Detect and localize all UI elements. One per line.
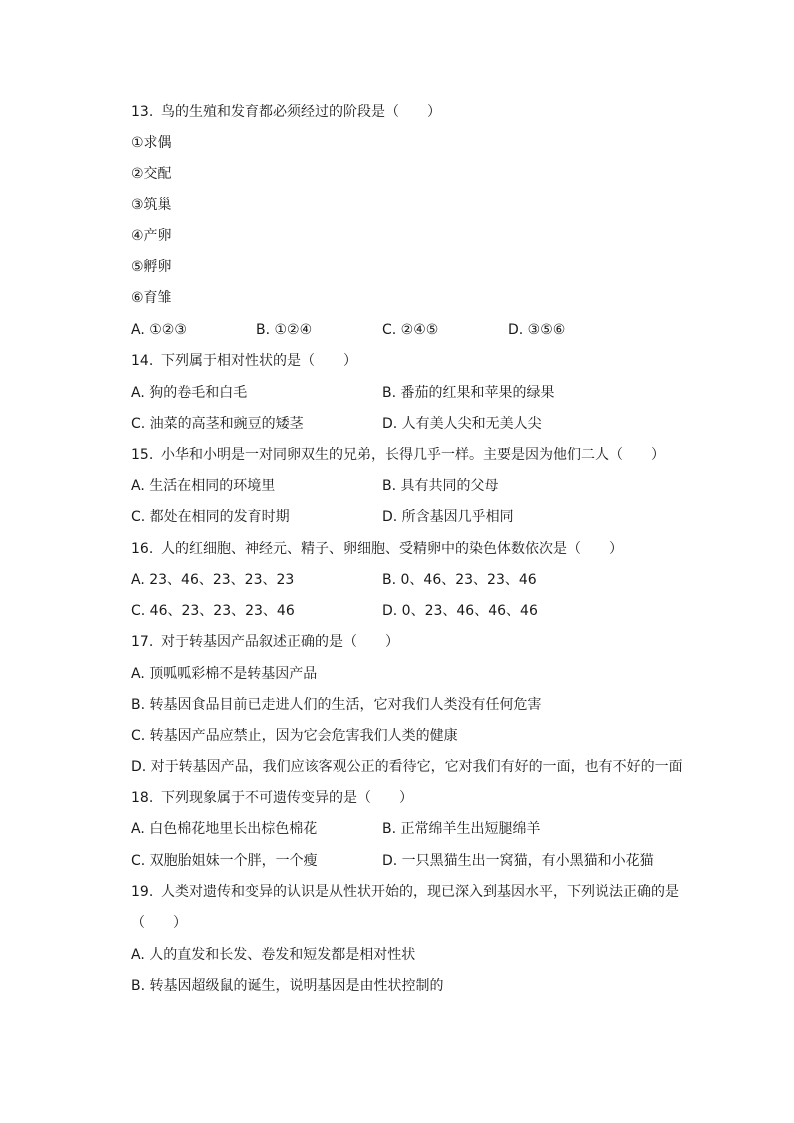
- item-2: ②交配: [131, 166, 172, 182]
- question-text: 下列属于相对性状的是（ ）: [161, 353, 357, 369]
- option-a: A. 顶呱呱彩棉不是转基因产品: [131, 666, 318, 682]
- question-19-paren: （ ）: [131, 915, 187, 931]
- question-13-stem: [131, 102, 441, 122]
- option-d: D. 0、23、46、46、46: [382, 603, 538, 619]
- option-b: B. ①②④: [256, 322, 313, 338]
- question-text: 人的红细胞、神经元、精子、卵细胞、受精卵中的染色体数依次是（ ）: [161, 541, 623, 557]
- option-c: C. 转基因产品应禁止，因为它会危害我们人类的健康: [131, 728, 458, 744]
- option-b: B. 0、46、23、23、46: [382, 572, 537, 588]
- option-d: D. 对于转基因产品，我们应该客观公正的看待它，它对我们有好的一面，也有不好的一面: [131, 759, 683, 775]
- question-16-stem: [131, 539, 623, 559]
- question-number: 17.: [131, 634, 154, 650]
- option-b: B. 正常绵羊生出短腿绵羊: [382, 821, 541, 837]
- option-d: D. 人有美人尖和无美人尖: [382, 416, 542, 432]
- option-a: A. 狗的卷毛和白毛: [131, 385, 248, 401]
- question-text: 小华和小明是一对同卵双生的兄弟，长得几乎一样。主要是因为他们二人（ ）: [161, 447, 665, 463]
- question-text: 对于转基因产品叙述正确的是（ ）: [161, 634, 399, 650]
- question-19-stem: [131, 882, 679, 902]
- option-a: A. 人的直发和长发、卷发和短发都是相对性状: [131, 947, 416, 963]
- question-number: 18.: [131, 790, 154, 806]
- option-b: B. 番茄的红果和苹果的绿果: [382, 385, 555, 401]
- option-a: A. 23、46、23、23、23: [131, 572, 295, 588]
- option-c: C. 双胞胎姐妹一个胖，一个瘦: [131, 853, 318, 869]
- option-c: C. 都处在相同的发育时期: [131, 509, 290, 525]
- question-number: 13.: [131, 104, 154, 120]
- option-b: B. 转基因食品目前已走进人们的生活，它对我们人类没有任何危害: [131, 697, 542, 713]
- option-a: A. ①②③: [131, 322, 187, 338]
- option-d: D. 一只黑猫生出一窝猫，有小黑猫和小花猫: [382, 853, 654, 869]
- option-d: D. ③⑤⑥: [508, 322, 566, 338]
- question-18-stem: [131, 788, 413, 808]
- option-a: A. 生活在相同的环境里: [131, 478, 276, 494]
- option-c: C. 油菜的高茎和豌豆的矮茎: [131, 416, 304, 432]
- question-number: 16.: [131, 541, 154, 557]
- item-3: ③筑巢: [131, 197, 172, 213]
- item-5: ⑤孵卵: [131, 259, 172, 275]
- question-text: 下列现象属于不可遗传变异的是（ ）: [161, 790, 413, 806]
- option-c: C. 46、23、23、23、46: [131, 603, 295, 619]
- question-number: 14.: [131, 353, 154, 369]
- option-b: B. 转基因超级鼠的诞生，说明基因是由性状控制的: [131, 978, 444, 994]
- question-text: 鸟的生殖和发育都必须经过的阶段是（ ）: [161, 104, 441, 120]
- question-15-stem: [131, 445, 665, 465]
- item-4: ④产卵: [131, 228, 172, 244]
- option-c: C. ②④⑤: [382, 322, 439, 338]
- question-number: 15.: [131, 447, 154, 463]
- item-1: ①求偶: [131, 135, 172, 151]
- question-number: 19.: [131, 884, 154, 900]
- option-a: A. 白色棉花地里长出棕色棉花: [131, 821, 318, 837]
- question-14-stem: [131, 351, 357, 371]
- option-b: B. 具有共同的父母: [382, 478, 499, 494]
- question-17-stem: [131, 632, 399, 652]
- option-d: D. 所含基因几乎相同: [382, 509, 514, 525]
- item-6: ⑥育雏: [131, 290, 172, 306]
- question-text: 人类对遗传和变异的认识是从性状开始的，现已深入到基因水平，下列说法正确的是: [161, 884, 679, 900]
